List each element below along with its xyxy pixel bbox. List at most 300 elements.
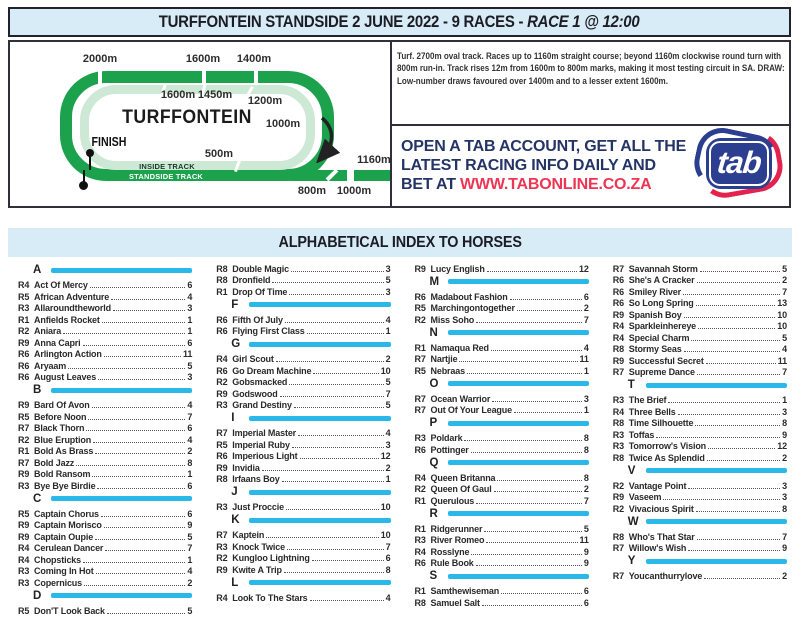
index-entry (415, 302, 589, 314)
dot-leader (471, 554, 582, 555)
section-bar (646, 519, 787, 524)
race-number: R7 (612, 263, 624, 274)
index-entry (18, 399, 192, 411)
saddle-number: 2 (187, 577, 193, 588)
index-entry (415, 522, 589, 534)
dot-leader (310, 600, 384, 601)
race-number: R9 (216, 462, 228, 473)
index-entry (216, 274, 390, 286)
dot-leader (691, 340, 780, 341)
index-title-band (8, 228, 792, 257)
saddle-number: 5 (385, 377, 391, 387)
horse-name: Rosslyne (430, 546, 470, 557)
index-entry (613, 262, 787, 274)
saddle-number: 2 (583, 484, 589, 494)
dot-leader (307, 333, 384, 334)
dot-leader (697, 539, 780, 540)
index-entry (216, 591, 390, 603)
horse-name: Flying First Class (232, 326, 305, 336)
dot-leader (683, 294, 780, 295)
dot-leader (494, 491, 582, 492)
horse-name: Poldark (430, 433, 463, 443)
horse-name: Aniara (34, 326, 62, 336)
dot-leader (656, 437, 780, 438)
horse-name: Imperial Master (232, 428, 297, 438)
saddle-number: 1 (385, 474, 391, 484)
index-section-row (18, 491, 192, 508)
horse-name: Time Silhouette (628, 418, 694, 428)
section-letter: M (429, 275, 440, 288)
dot-leader (492, 401, 582, 402)
race-number: R3 (612, 441, 624, 451)
race-number: R7 (414, 393, 426, 404)
index-entry (613, 479, 787, 491)
race-number: R9 (18, 469, 30, 479)
race-number: R4 (216, 592, 228, 603)
saddle-number: 2 (782, 452, 787, 463)
index-entry (613, 320, 787, 332)
horse-name: Special Charm (628, 332, 690, 343)
index-section-row (18, 262, 192, 279)
section-letter: D (33, 589, 42, 602)
horse-name: Don'T Look Back (34, 605, 105, 616)
dot-leader (88, 419, 185, 420)
horse-name: Tomorrow's Vision (628, 441, 707, 451)
horse-name: Miss Soho (430, 314, 475, 325)
saddle-number: 4 (385, 314, 391, 325)
horse-name: River Romeo (430, 535, 485, 545)
saddle-number: 1 (187, 469, 193, 479)
index-entry (613, 405, 787, 417)
section-letter: O (429, 377, 439, 390)
horse-name: Before Noon (34, 411, 87, 422)
horse-name: Knock Twice (232, 541, 285, 552)
dot-leader (289, 294, 383, 295)
horse-name: Stormy Seas (628, 344, 682, 354)
index-entry (415, 353, 589, 365)
horse-name: Ocean Warrior (430, 393, 491, 404)
saddle-number: 2 (385, 462, 391, 473)
saddle-number: 1 (187, 314, 193, 325)
saddle-number: 6 (187, 508, 193, 519)
race-number: R4 (612, 332, 624, 343)
index-entry (18, 468, 192, 480)
horse-name: Bold As Brass (34, 446, 94, 456)
dot-leader (678, 414, 781, 415)
dot-leader (476, 322, 582, 323)
index-entry (415, 443, 589, 455)
horse-name: Imperious Light (232, 451, 298, 461)
dot-leader (92, 476, 185, 477)
dot-leader (476, 565, 582, 566)
dot-leader (63, 333, 185, 334)
section-letter: P (429, 417, 438, 430)
race-number: R3 (18, 303, 30, 313)
dot-leader (497, 480, 581, 481)
dot-leader (95, 453, 185, 454)
dot-leader (262, 470, 384, 471)
race-number: R3 (612, 429, 624, 440)
race-number: R1 (414, 586, 426, 596)
horse-name: Black Thorn (34, 423, 85, 433)
race-number: R2 (414, 484, 426, 494)
saddle-number: 4 (583, 342, 589, 353)
dot-leader (668, 402, 780, 403)
saddle-number: 2 (583, 303, 589, 313)
index-entry (216, 529, 390, 541)
index-section-row (216, 410, 390, 427)
race-number: R6 (18, 372, 30, 382)
dot-leader (282, 481, 384, 482)
finish-label: FINISH (91, 134, 127, 149)
index-column (415, 262, 589, 630)
section-bar (646, 559, 787, 564)
ad-line-2: LATEST RACING INFO DAILY AND (401, 157, 656, 174)
saddle-number: 9 (583, 546, 589, 557)
horse-name: Dronfield (232, 275, 271, 285)
section-letter: Y (627, 555, 636, 568)
saddle-number: 7 (187, 411, 193, 422)
index-section-row (216, 484, 390, 501)
saddle-number: 3 (187, 303, 193, 313)
index-entry (18, 313, 192, 325)
index-column (216, 262, 390, 630)
race-number: R8 (216, 275, 228, 285)
saddle-number: 9 (583, 558, 589, 568)
index-section-row (216, 512, 390, 529)
index-entry (18, 336, 192, 348)
section-bar (448, 574, 589, 579)
ad-line-1: OPEN A TAB ACCOUNT, GET ALL THE (401, 138, 687, 155)
saddle-number: 9 (187, 520, 193, 530)
race-number: R7 (216, 428, 228, 438)
dot-leader (313, 373, 378, 374)
race-number: R5 (414, 365, 426, 376)
dot-leader (695, 425, 780, 426)
horse-name: Ridgerunner (430, 523, 483, 534)
saddle-number: 1 (187, 326, 193, 336)
section-bar (448, 421, 589, 426)
horse-name: Vivacious Spirit (628, 503, 694, 514)
horse-name: Godswood (232, 388, 278, 399)
index-entry (415, 364, 589, 376)
right-panel (390, 42, 789, 206)
index-entry (216, 540, 390, 552)
section-letter: S (429, 570, 438, 583)
saddle-number: 11 (579, 535, 589, 545)
marker-label-1400m: 1400m (236, 53, 272, 65)
saddle-number: 3 (782, 492, 787, 502)
race-number: R4 (18, 554, 30, 565)
index-entry (216, 376, 390, 388)
race-number: R5 (18, 508, 30, 519)
section-bar (448, 381, 589, 386)
horse-name: Toffas (628, 429, 655, 440)
horse-name: Querulous (430, 495, 475, 506)
race-number: R3 (216, 541, 228, 552)
dot-leader (501, 593, 582, 594)
saddle-number: 10 (380, 365, 391, 376)
horse-name: Allaroundtheworld (34, 303, 111, 313)
index-entry (18, 456, 192, 468)
index-entry (18, 279, 192, 291)
tab-advert (392, 126, 789, 204)
index-entry (415, 262, 589, 274)
tab-logo-badge (706, 138, 772, 189)
index-entry (216, 501, 390, 513)
horse-name: Aryaam (34, 360, 67, 371)
race-number: R6 (18, 360, 30, 371)
dot-leader (698, 328, 775, 329)
marker-label-1000m-inner: 1000m (265, 118, 301, 130)
inside-track-label: INSIDE TRACK (139, 161, 195, 171)
dot-leader (514, 412, 582, 413)
index-section-row (216, 336, 390, 353)
saddle-number: 8 (583, 433, 589, 443)
horse-name: Namaqua Red (430, 342, 489, 353)
race-number: R6 (216, 326, 228, 336)
race-number: R9 (216, 388, 228, 399)
race-number: R7 (18, 423, 30, 433)
race-number: R4 (612, 406, 624, 417)
race-number: R4 (414, 546, 426, 557)
dot-leader (289, 384, 383, 385)
index-entry (216, 427, 390, 439)
index-entry (18, 530, 192, 542)
index-entry (613, 394, 787, 406)
saddle-number: 9 (782, 543, 787, 553)
race-number: R5 (414, 303, 426, 313)
race-number: R8 (216, 263, 228, 274)
index-entry (613, 343, 787, 355)
horse-name: Vaseem (628, 492, 662, 502)
section-bar (646, 468, 787, 473)
race-number: R6 (612, 275, 624, 285)
saddle-number: 6 (583, 586, 589, 596)
course-description-line: Turf. 2700m oval track. Races up to 1160m straight course; beyond 1160m clockwise round turn with (397, 51, 782, 62)
index-entry (18, 410, 192, 422)
tab-logo (695, 132, 783, 196)
course-description-line: Low-number draws favoured over 1400m and to a lesser extent 1600m. (397, 75, 668, 87)
race-number: R1 (414, 523, 426, 534)
saddle-number: 8 (782, 418, 787, 428)
race-number: R2 (216, 553, 228, 563)
dot-leader (708, 448, 775, 449)
dot-leader (491, 350, 582, 351)
saddle-number: 2 (782, 571, 787, 581)
dot-leader (107, 613, 185, 614)
index-entry (216, 399, 390, 411)
horse-name: Youcanthurrylove (628, 571, 703, 581)
horse-name: Bard Of Avon (34, 400, 90, 410)
dot-leader (471, 452, 582, 453)
saddle-number: 3 (583, 393, 589, 404)
index-entry (415, 585, 589, 597)
index-entry (18, 433, 192, 445)
dot-leader (484, 531, 582, 532)
horse-name: Gobsmacked (232, 377, 288, 387)
saddle-number: 4 (187, 566, 193, 576)
marker-label-2000m: 2000m (82, 53, 118, 65)
saddle-number: 6 (583, 291, 589, 302)
race-number: R6 (414, 291, 426, 302)
section-bar (448, 460, 589, 465)
saddle-number: 3 (385, 439, 391, 450)
race-number: R6 (216, 451, 228, 461)
saddle-number: 2 (187, 446, 193, 456)
index-entry (613, 285, 787, 297)
chute-segment-1160 (354, 170, 391, 181)
index-section-row (18, 382, 192, 399)
index-entry (18, 479, 192, 491)
marker-notch (98, 70, 102, 84)
horse-name: Bold Jazz (34, 457, 75, 468)
race-number: R9 (612, 309, 624, 320)
index-entry (216, 552, 390, 564)
race-number: R4 (18, 280, 30, 290)
race-number: R3 (414, 535, 426, 545)
clockwise-turn-arrow-icon (313, 115, 345, 163)
horse-name: Nartjie (430, 354, 458, 364)
index-entry (613, 491, 787, 503)
horse-name: She's A Cracker (628, 275, 695, 285)
horse-name: Supreme Dance (628, 367, 695, 377)
index-section-row (613, 377, 787, 394)
index-entry (415, 596, 589, 608)
tab-online-url[interactable]: WWW.TABONLINE.CO.ZA (460, 176, 652, 193)
horse-name: Vantage Point (628, 480, 687, 491)
index-entry (415, 494, 589, 506)
dot-leader (459, 361, 577, 362)
horse-name: Grand Destiny (232, 400, 292, 410)
horse-name: Cerulean Dancer (34, 543, 104, 553)
saddle-number: 11 (183, 349, 193, 359)
section-letter: W (627, 515, 639, 528)
saddle-number: 4 (187, 291, 193, 302)
horse-name: Rule Book (430, 558, 474, 568)
dot-leader (113, 310, 185, 311)
saddle-number: 11 (777, 355, 787, 366)
index-entry (216, 313, 390, 325)
section-letter: V (627, 464, 636, 477)
horse-name: The Brief (628, 395, 667, 405)
dot-leader (706, 363, 776, 364)
dot-leader (292, 447, 384, 448)
saddle-number: 8 (583, 472, 589, 483)
dot-leader (86, 430, 185, 431)
saddle-number: 6 (187, 423, 193, 433)
race-number: R2 (18, 326, 30, 336)
dot-leader (90, 287, 186, 288)
index-entry (613, 428, 787, 440)
saddle-number: 7 (782, 367, 787, 377)
horse-name: Nebraas (430, 365, 465, 376)
dot-leader (76, 465, 185, 466)
tab-logo-text: tab (715, 145, 763, 180)
index-entry (18, 565, 192, 577)
race-number: R4 (18, 543, 30, 553)
section-letter: F (231, 298, 239, 311)
course-description-line: 800m run-in. Track rises 12m from 1600m to 800m marks, making it most testing circuit in SA. DRAW: (397, 63, 785, 75)
race-number: R8 (612, 452, 624, 463)
saddle-number: 6 (187, 280, 193, 290)
saddle-number: 7 (583, 495, 589, 506)
dot-leader (487, 271, 577, 272)
saddle-number: 8 (385, 564, 391, 575)
saddle-number: 10 (777, 309, 787, 320)
race-number: R2 (414, 314, 426, 325)
dot-leader (83, 345, 186, 346)
race-number: R5 (216, 439, 228, 450)
tab-advert-text (401, 137, 686, 194)
race-number: R1 (414, 495, 426, 506)
race-number: R3 (216, 502, 228, 512)
section-letter: L (231, 576, 239, 589)
dot-leader (83, 562, 185, 563)
index-section-row (415, 568, 589, 585)
saddle-number: 12 (777, 441, 787, 451)
index-entry (18, 290, 192, 302)
index-section-row (613, 553, 787, 570)
race-number: R8 (612, 418, 624, 428)
saddle-number: 2 (385, 354, 391, 364)
index-entry (613, 502, 787, 514)
race-number: R1 (18, 314, 30, 325)
index-entry (18, 302, 192, 314)
index-entry (18, 553, 192, 565)
saddle-number: 7 (583, 314, 589, 325)
section-bar (249, 518, 390, 523)
race-number: R7 (216, 530, 228, 540)
saddle-number: 4 (385, 592, 391, 603)
race-number: R9 (414, 263, 426, 274)
race-number: R9 (216, 564, 228, 575)
index-entry (18, 519, 192, 531)
horse-name: Sparkleinhereye (628, 321, 697, 331)
saddle-number: 5 (385, 400, 391, 410)
dot-leader (700, 271, 780, 272)
index-entry (18, 371, 192, 383)
index-entry (613, 570, 787, 582)
race-number: R4 (216, 354, 228, 364)
section-bar (249, 416, 390, 421)
dot-leader (486, 542, 577, 543)
track-diagram (10, 42, 390, 206)
index-entry (18, 422, 192, 434)
dot-leader (517, 310, 582, 311)
saddle-number: 3 (782, 406, 787, 417)
section-letter: G (231, 338, 241, 351)
index-column (18, 262, 192, 630)
standside-track-label: STANDSIDE TRACK (128, 171, 204, 181)
index-section-row (216, 575, 390, 592)
index-entry (216, 353, 390, 365)
race-number: R9 (18, 400, 30, 410)
race-number: R9 (18, 531, 30, 542)
horse-name: Samuel Salt (430, 597, 480, 608)
dot-leader (105, 550, 185, 551)
horse-name: Pottinger (430, 444, 469, 455)
saddle-number: 6 (583, 597, 589, 608)
race-number: R5 (18, 605, 30, 616)
saddle-number: 3 (782, 480, 787, 491)
race-number: R8 (612, 344, 624, 354)
index-entry (415, 483, 589, 495)
race-number: R3 (612, 395, 624, 405)
dot-leader (684, 317, 776, 318)
saddle-number: 8 (583, 444, 589, 455)
index-section-row (613, 463, 787, 480)
